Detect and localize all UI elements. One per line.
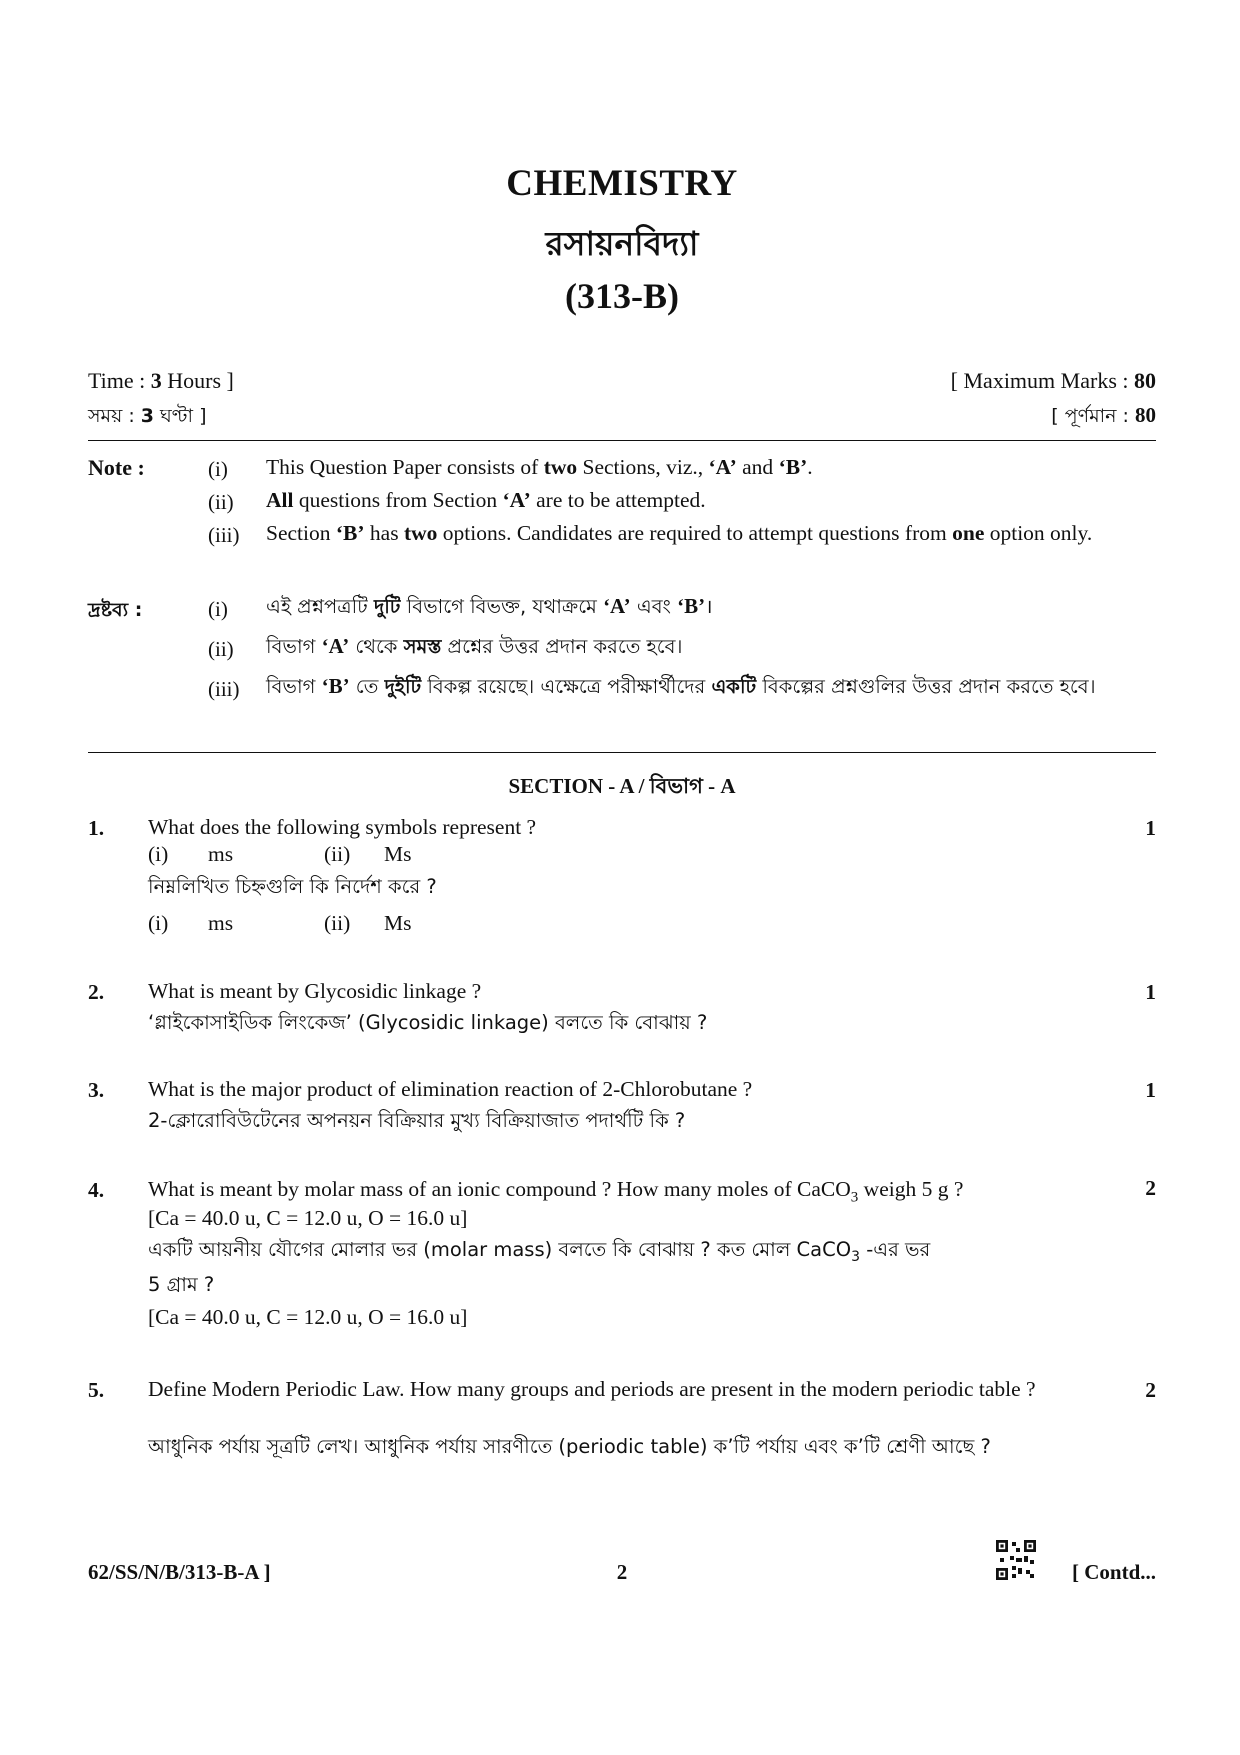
question-text-bn: নিম্নলিখিত চিহ্নগুলি কি নির্দেশ করে ? [148,875,437,898]
note-num: (iii) [208,523,240,547]
question-number: 1. [88,816,105,840]
note-num: (iii) [208,677,240,701]
given-data: [Ca = 40.0 u, C = 12.0 u, O = 16.0 u] [148,1305,468,1329]
option-number: (ii) [324,842,351,866]
question-text-bn: 2-ক্লোরোবিউটেনের অপনয়ন বিক্রিয়ার মুখ্য বিক্রিয়াজাত পদার্থটি কি ? [148,1109,686,1132]
page-number: 2 [616,1560,628,1584]
question-text-en: What is the major product of elimination reaction of 2-Chlorobutane ? [148,1077,753,1101]
question-marks: 1 [1145,980,1156,1004]
question-marks: 2 [1145,1378,1156,1402]
note-label-bn: দ্রষ্টব্য : [88,599,143,621]
question-text-bn: ‘গ্লাইকোসাইডিক লিংকেজ’ (Glycosidic linkage) বলতে কি বোঝায় ? [148,1011,708,1034]
question-text-bn: আধুনিক পর্যায় সূত্রটি লেখ। আধুনিক পর্যায় সারণীতে (periodic table) ক’টি পর্যায় এবং ক’টি শ্রেণী আছে ? [148,1435,991,1458]
continued-label: [ Contd... [1071,1560,1156,1584]
question-number: 3. [88,1078,105,1102]
note-num: (ii) [208,637,234,661]
question-text-en: What does the following symbols represent ? [148,815,537,839]
note-text-bn: বিভাগ ‘A’ থেকে সমস্ত প্রশ্নের উত্তর প্রদান করতে হবে। [266,634,683,658]
subject-code: (313-B) [565,276,679,316]
question-number: 5. [88,1378,105,1402]
option-number: (i) [148,911,169,935]
note-text: This Question Paper consists of two Sections, viz., ‘A’ and ‘B’. [266,455,813,479]
option-text: Ms [384,911,412,935]
section-heading: SECTION - A / বিভাগ - A [508,774,736,798]
note-text-bn: এই প্রশ্নপত্রটি দুটি বিভাগে বিভক্ত, যথাক্রমে ‘A’ এবং ‘B’। [266,594,713,618]
note-label-en: Note : [88,455,145,480]
max-marks-bn: [ পূর্ণমান : 80 [1051,403,1156,427]
option-number: (ii) [324,911,351,935]
note-num: (ii) [208,490,234,514]
exam-page [88,0,1156,1755]
question-text-en: Define Modern Periodic Law. How many groups and periods are present in the modern periodic table ? [148,1377,1036,1401]
option-text: Ms [384,842,412,866]
subject-title-bn: রসায়নবিদ্যা [545,224,699,263]
qr-code-icon [996,1540,1036,1580]
question-text-en: What is meant by molar mass of an ionic compound ? How many moles of CaCO$_3$ weigh 5 g ? [148,1177,964,1206]
question-number: 4. [88,1178,105,1202]
given-data: [Ca = 40.0 u, C = 12.0 u, O = 16.0 u] [148,1206,468,1230]
time-en: Time : 3 Hours ] [88,368,234,393]
note-num: (i) [208,457,228,481]
question-marks: 2 [1145,1176,1156,1200]
divider-section [88,752,1156,753]
note-text: Section ‘B’ has two options. Candidates are required to attempt questions from one option only. [266,521,1093,545]
note-text-bn: বিভাগ ‘B’ তে দুইটি বিকল্প রয়েছে। এক্ষেত্রে পরীক্ষার্থীদের একটি বিকল্পের প্রশ্নগুলির উত্তর প্রদান করতে হবে। [266,674,1096,698]
divider-top [88,440,1156,441]
question-text-bn: 5 গ্রাম ? [148,1273,215,1296]
option-text: ms [208,911,234,935]
question-text-bn: একটি আয়নীয় যৌগের মোলার ভর (molar mass) বলতে কি বোঝায় ? কত মোল CaCO$_3$ -এর ভর [148,1238,931,1265]
subject-title-en: CHEMISTRY [506,163,738,204]
question-marks: 1 [1145,816,1156,840]
question-number: 2. [88,980,105,1004]
note-text: All questions from Section ‘A’ are to be attempted. [266,488,706,512]
note-num: (i) [208,597,228,621]
question-text-en: What is meant by Glycosidic linkage ? [148,979,482,1003]
question-marks: 1 [1145,1078,1156,1102]
max-marks-en: [ Maximum Marks : 80 [950,368,1156,393]
paper-code: 62/SS/N/B/313-B-A ] [88,1560,271,1584]
option-number: (i) [148,842,169,866]
option-text: ms [208,842,234,866]
time-bn: সময় : 3 ঘণ্টা ] [88,405,207,427]
